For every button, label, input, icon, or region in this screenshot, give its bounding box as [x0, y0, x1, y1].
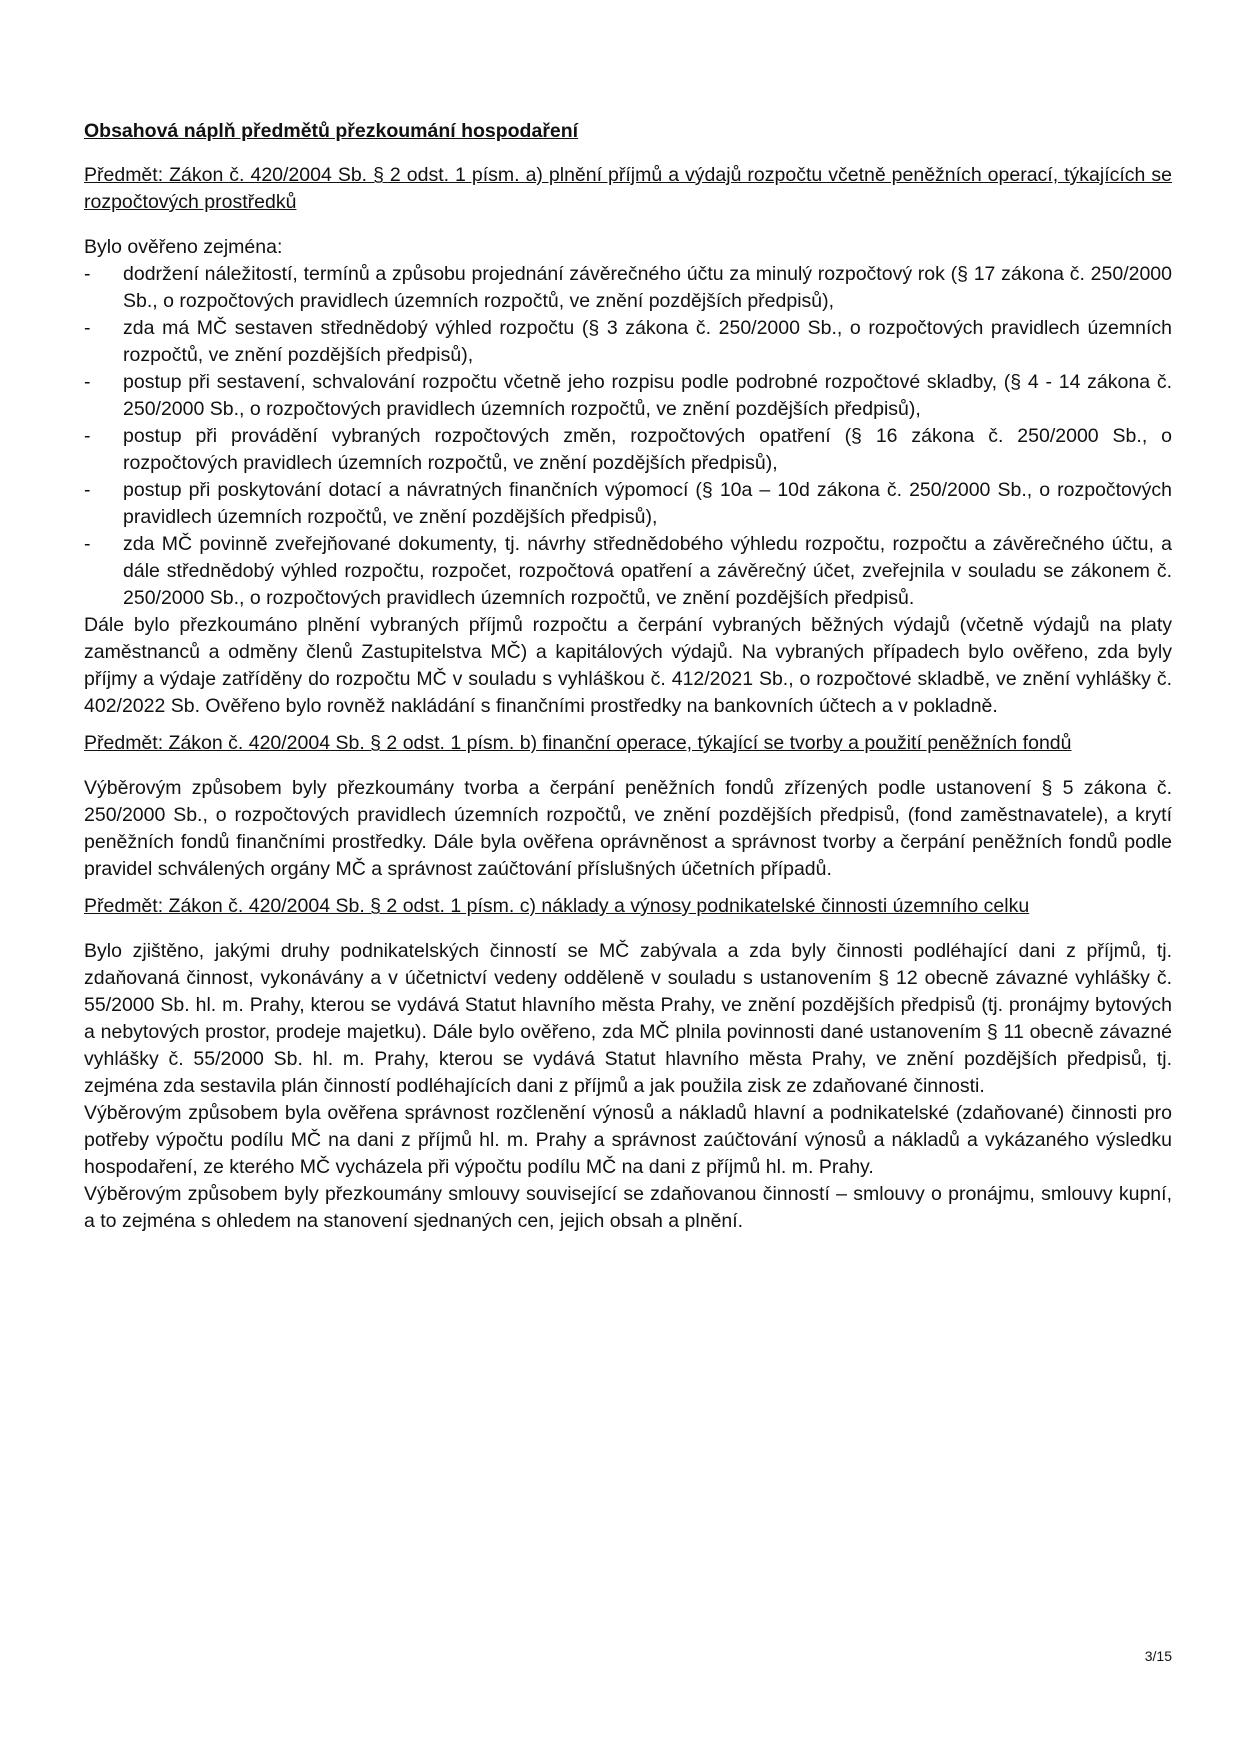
bullet-dash: - — [84, 425, 91, 447]
bullet-text: postup při provádění vybraných rozpočtových změn, rozpočtových opatření (§ 16 zákona č. 250/2000 Sb., o rozpočtových pravidlech územních rozpočtů, ve znění pozdějších předpisů), — [123, 425, 1172, 474]
section-1-bullet-list — [84, 261, 1172, 612]
bullet-item — [84, 531, 1172, 612]
bullet-dash: - — [84, 479, 91, 501]
section-1-paragraph: Dále bylo přezkoumáno plnění vybraných příjmů rozpočtu a čerpání vybraných běžných výdajů (včetně výdajů na platy zaměstnanců a odměny členů Zastupitelstva MČ) a kapitálových výdajů. Na vybraných případech bylo ověřeno, zda byly příjmy a výdaje zatříděny do rozpočtu MČ v souladu s vyhláškou č. 412/2021 Sb., o rozpočtové skladbě, ve znění vyhlášky č. 402/2022 Sb. Ověřeno bylo rovněž nakládání s finančními prostředky na bankovních účtech a v pokladně. — [84, 614, 1172, 717]
bullet-item — [84, 315, 1172, 369]
section-2-paragraph: Výběrovým způsobem byly přezkoumány tvorba a čerpání peněžních fondů zřízených podle ustanovení § 5 zákona č. 250/2000 Sb., o rozpočtových pravidlech územních rozpočtů, ve znění pozdějších předpisů, (fond zaměstnavatele), a krytí peněžních fondů finančními prostředky. Dále byla ověřena oprávněnost a správnost tvorby a čerpání peněžních fondů podle pravidel schválených orgány MČ a správnost zaúčtování příslušných účetních případů. — [84, 777, 1172, 880]
section-1-intro: Bylo ověřeno zejména: — [84, 236, 283, 258]
bullet-text: dodržení náležitostí, termínů a způsobu projednání závěrečného účtu za minulý rozpočtový rok (§ 17 zákona č. 250/2000 Sb., o rozpočtových pravidlech územních rozpočtů, ve znění pozdějších předpisů), — [123, 263, 1172, 312]
bullet-item — [84, 423, 1172, 477]
bullet-item — [84, 369, 1172, 423]
bullet-dash: - — [84, 263, 91, 285]
section-2-subject: Předmět: Zákon č. 420/2004 Sb. § 2 odst. 1 písm. b) finanční operace, týkající se tvorby a použití peněžních fondů — [84, 732, 1072, 754]
section-3-subject: Předmět: Zákon č. 420/2004 Sb. § 2 odst. 1 písm. c) náklady a výnosy podnikatelské činnosti územního celku — [84, 895, 1030, 917]
bullet-dash: - — [84, 533, 91, 555]
document-page — [84, 118, 1172, 1235]
bullet-item — [84, 477, 1172, 531]
bullet-item — [84, 261, 1172, 315]
section-1-subject: Předmět: Zákon č. 420/2004 Sb. § 2 odst. 1 písm. a) plnění příjmů a výdajů rozpočtu včetně peněžních operací, týkajících se rozpočtových prostředků — [84, 164, 1172, 213]
bullet-dash: - — [84, 371, 91, 393]
bullet-dash: - — [84, 317, 91, 339]
document-title: Obsahová náplň předmětů přezkoumání hospodaření — [84, 120, 579, 142]
section-3-paragraph-2: Výběrovým způsobem byla ověřena správnost rozčlenění výnosů a nákladů hlavní a podnikatelské (zdaňované) činnosti pro potřeby výpočtu podílu MČ na dani z příjmů hl. m. Prahy a správnost zaúčtování výnosů a nákladů a vykázaného výsledku hospodaření, ze kterého MČ vycházela při výpočtu podílu MČ na dani z příjmů hl. m. Prahy. — [84, 1102, 1172, 1178]
bullet-text: postup při sestavení, schvalování rozpočtu včetně jeho rozpisu podle podrobné rozpočtové skladby, (§ 4 - 14 zákona č. 250/2000 Sb., o rozpočtových pravidlech územních rozpočtů, ve znění pozdějších předpisů), — [123, 371, 1172, 420]
page-number: 3/15 — [1144, 1648, 1172, 1664]
bullet-text: zda MČ povinně zveřejňované dokumenty, tj. návrhy střednědobého výhledu rozpočtu, rozpočtu a závěrečného účtu, a dále střednědobý výhled rozpočtu, rozpočet, rozpočtová opatření a závěrečný účet, zveřejnila v souladu se zákonem č. 250/2000 Sb., o rozpočtových pravidlech územních rozpočtů, ve znění pozdějších předpisů. — [123, 533, 1172, 609]
bullet-text: zda má MČ sestaven střednědobý výhled rozpočtu (§ 3 zákona č. 250/2000 Sb., o rozpočtových pravidlech územních rozpočtů, ve znění pozdějších předpisů), — [123, 317, 1172, 366]
section-3-paragraph-1: Bylo zjištěno, jakými druhy podnikatelských činností se MČ zabývala a zda byly činnosti podléhající dani z příjmů, tj. zdaňovaná činnost, vykonávány a v účetnictví vedeny odděleně v souladu s ustanovením § 12 obecně závazné vyhlášky č. 55/2000 Sb. hl. m. Prahy, kterou se vydává Statut hlavního města Prahy, ve znění pozdějších předpisů (tj. pronájmy bytových a nebytových prostor, prodeje majetku). Dále bylo ověřeno, zda MČ plnila povinnosti dané ustanovením § 11 obecně závazné vyhlášky č. 55/2000 Sb. hl. m. Prahy, kterou se vydává Statut hlavního města Prahy, ve znění pozdějších předpisů, tj. zejména zda sestavila plán činností podléhajících dani z příjmů a jak použila zisk ze zdaňované činnosti. — [84, 940, 1172, 1097]
bullet-text: postup při poskytování dotací a návratných finančních výpomocí (§ 10a – 10d zákona č. 250/2000 Sb., o rozpočtových pravidlech územních rozpočtů, ve znění pozdějších předpisů), — [123, 479, 1172, 528]
section-3-paragraph-3: Výběrovým způsobem byly přezkoumány smlouvy související se zdaňovanou činností – smlouvy o pronájmu, smlouvy kupní, a to zejména s ohledem na stanovení sjednaných cen, jejich obsah a plnění. — [84, 1183, 1172, 1232]
